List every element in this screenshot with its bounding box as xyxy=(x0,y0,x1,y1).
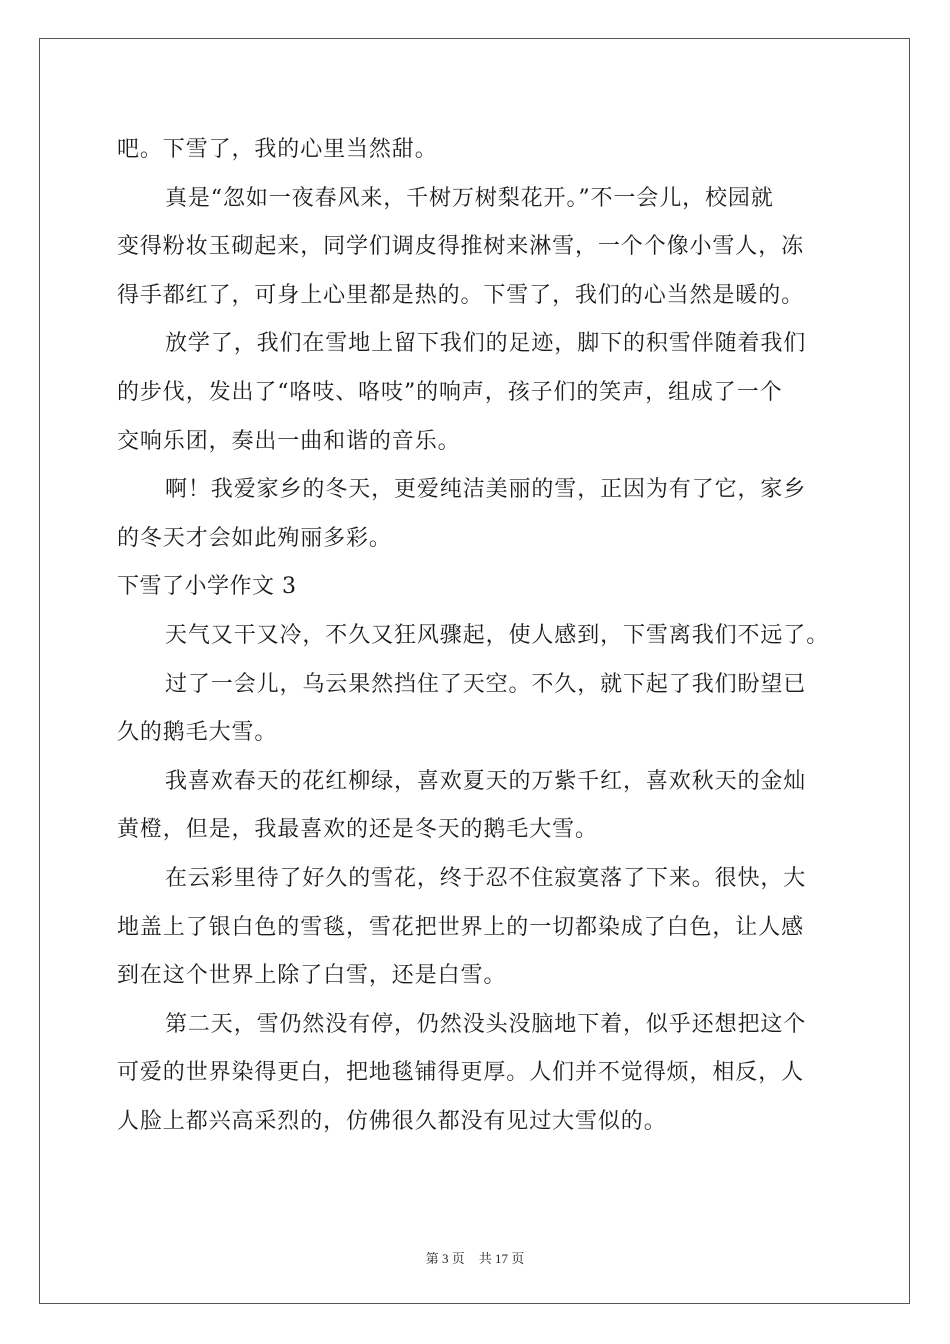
text-line: 地盖上了银白色的雪毯，雪花把世界上的一切都染成了白色，让人感 xyxy=(117,914,805,940)
text-line: 变得粉妆玉砌起来，同学们调皮得推树来淋雪，一个个像小雪人，冻 xyxy=(117,234,805,260)
text-line: 的步伐，发出了“咯吱、咯吱”的响声，孩子们的笑声，组成了一个 xyxy=(117,379,783,405)
text-line: 放学了，我们在雪地上留下我们的足迹，脚下的积雪伴随着我们 xyxy=(165,331,807,357)
section-heading: 下雪了小学作文 3 xyxy=(117,574,297,600)
page-total: 共 17 页 xyxy=(478,1251,525,1266)
text-line: 天气又干又冷，不久又狂风骤起，使人感到，下雪离我们不远了。 xyxy=(165,622,830,648)
document-body xyxy=(117,126,852,1146)
text-line: 到在这个世界上除了白雪，还是白雪。 xyxy=(117,963,507,989)
text-line: 久的鹅毛大雪。 xyxy=(117,720,278,746)
text-line: 吧。下雪了，我的心里当然甜。 xyxy=(117,137,438,162)
page-footer xyxy=(0,1248,950,1267)
text-line: 我喜欢春天的花红柳绿，喜欢夏天的万紫千红，喜欢秋天的金灿 xyxy=(165,768,807,794)
text-line: 啊！我爱家乡的冬天，更爱纯洁美丽的雪，正因为有了它，家乡 xyxy=(165,477,807,503)
text-line: 过了一会儿，乌云果然挡住了天空。不久，就下起了我们盼望已 xyxy=(165,671,807,697)
text-line: 黄橙，但是，我最喜欢的还是冬天的鹅毛大雪。 xyxy=(117,817,598,843)
page-number: 第 3 页 xyxy=(425,1251,465,1266)
text-line: 在云彩里待了好久的雪花，终于忍不住寂寞落了下来。很快，大 xyxy=(165,865,807,891)
text-line: 交响乐团，奏出一曲和谐的音乐。 xyxy=(117,428,461,454)
text-line: 第二天，雪仍然没有停，仍然没头没脑地下着，似乎还想把这个 xyxy=(165,1011,807,1037)
text-line: 得手都红了，可身上心里都是热的。下雪了，我们的心当然是暖的。 xyxy=(117,282,805,308)
text-line: 的冬天才会如此殉丽多彩。 xyxy=(117,525,392,551)
text-line: 真是“忽如一夜春风来，千树万树梨花开。”不一会儿，校园就 xyxy=(165,185,774,211)
text-line: 可爱的世界染得更白，把地毯铺得更厚。人们并不觉得烦，相反，人 xyxy=(117,1060,805,1086)
text-line: 人脸上都兴高采烈的，仿佛很久都没有见过大雪似的。 xyxy=(117,1108,667,1134)
